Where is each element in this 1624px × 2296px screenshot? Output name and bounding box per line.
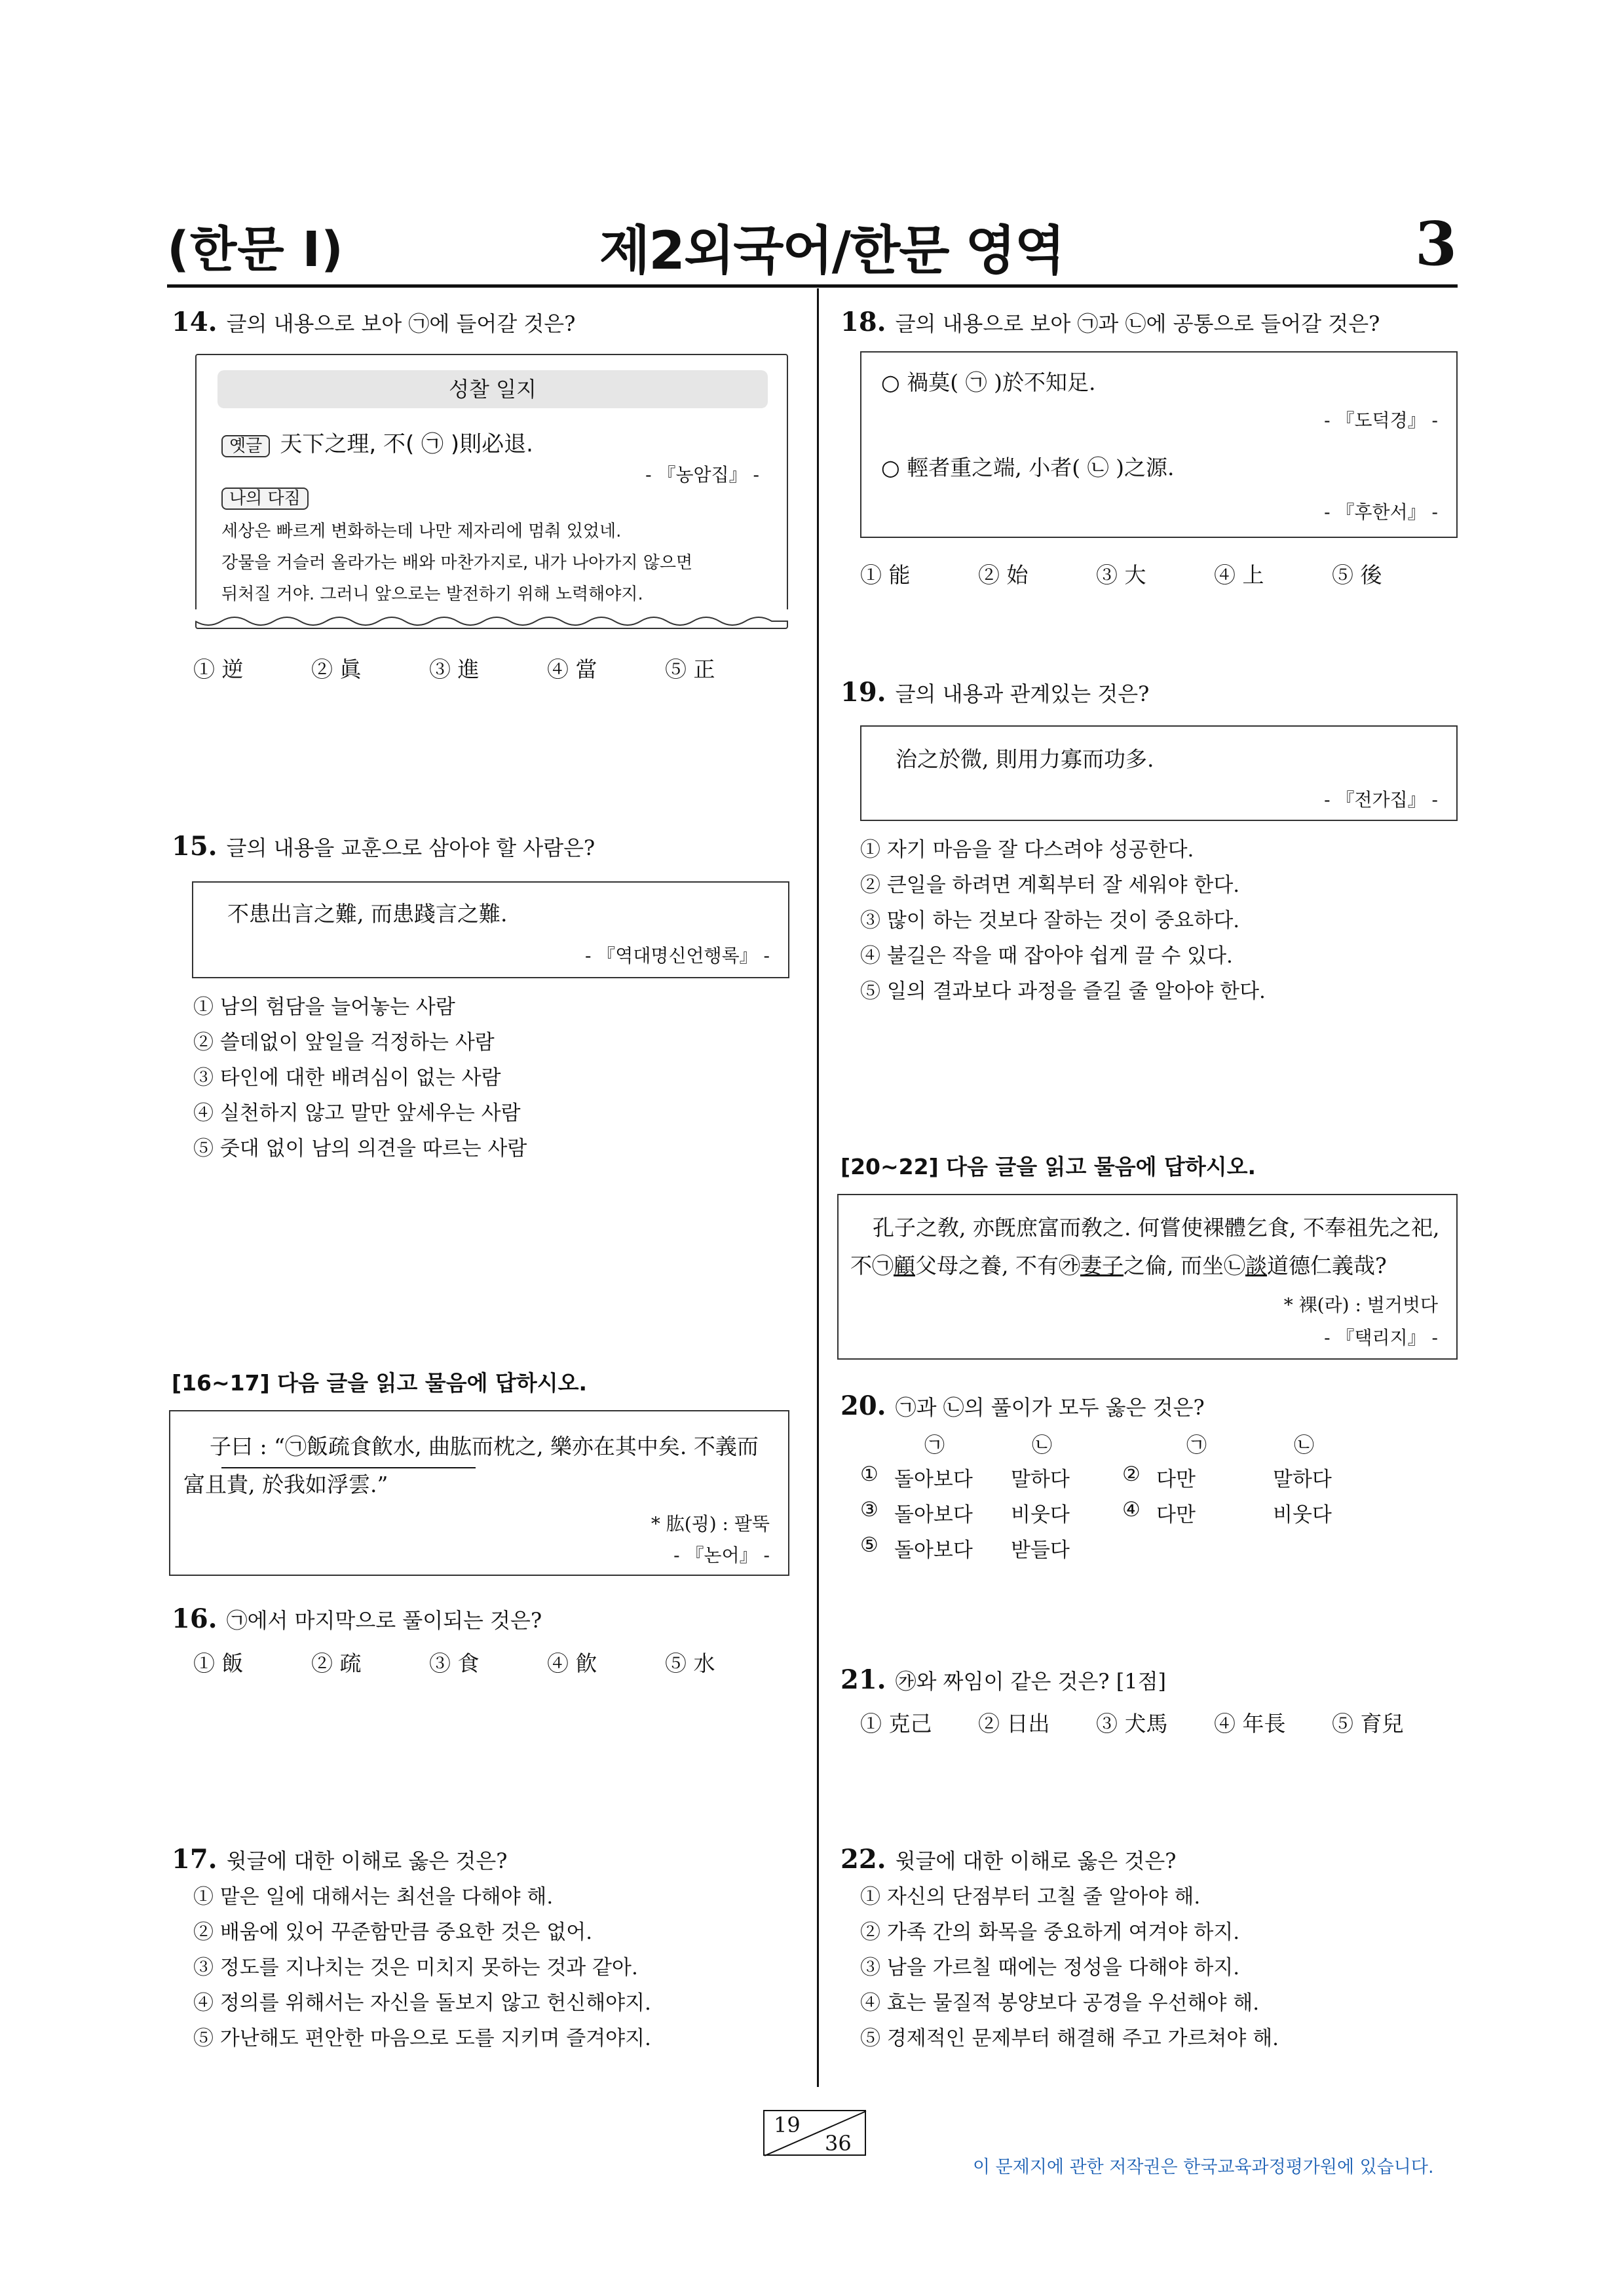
- option[interactable]: ① 逆: [193, 657, 244, 682]
- option[interactable]: ⑤ 育兒: [1332, 1711, 1404, 1736]
- underline-cheoja: 妻子: [1080, 1253, 1124, 1278]
- question-15: 15. 글의 내용을 교훈으로 삼아야 할 사람은?: [172, 831, 595, 862]
- q18-source-1: - 『도덕경』 -: [1324, 410, 1438, 431]
- page-number-large: 3: [1415, 208, 1458, 279]
- torn-edge: [195, 609, 788, 636]
- q15-passage-box: [192, 881, 789, 978]
- option[interactable]: ④ 年長: [1214, 1711, 1286, 1736]
- option-1[interactable]: ①: [860, 1463, 878, 1486]
- set-20-22-title: [20~22] 다음 글을 읽고 물음에 답하시오.: [840, 1154, 1256, 1179]
- q18-source-2: - 『후한서』 -: [1324, 501, 1438, 523]
- option[interactable]: ⑤ 일의 결과보다 과정을 즐길 줄 알아야 한다.: [860, 980, 1266, 1003]
- q19-passage: 治之於微, 則用力寡而功多.: [896, 746, 1154, 772]
- diary-title: 성찰 일지: [217, 370, 768, 408]
- option[interactable]: ④ 실천하지 않고 말만 앞세우는 사람: [193, 1101, 521, 1125]
- option[interactable]: ⑤ 경제적인 문제부터 해결해 주고 가르쳐야 해.: [860, 2027, 1279, 2050]
- col-header-a: ㉠: [1186, 1434, 1207, 1457]
- passage-line-2: 富且貴, 於我如浮雲.”: [183, 1472, 388, 1497]
- passage-line-2: 不㉠顧父母之養, 不有㉮妻子之倫, 而坐㉡談道德仁義哉?: [850, 1253, 1387, 1278]
- option[interactable]: ③ 정도를 지나치는 것은 미치지 못하는 것과 같아.: [193, 1956, 638, 1980]
- option[interactable]: ④ 當: [547, 657, 597, 682]
- option[interactable]: ③ 大: [1096, 562, 1146, 588]
- option[interactable]: ④ 飮: [547, 1651, 597, 1676]
- option[interactable]: ⑤ 後: [1332, 562, 1382, 588]
- set-16-17-title: [16~17] 다음 글을 읽고 물음에 답하시오.: [172, 1370, 588, 1396]
- q14-line-2: 강물을 거슬러 올라가는 배와 마찬가지로, 내가 나아가지 않으면: [221, 553, 693, 573]
- option[interactable]: ② 日出: [978, 1711, 1050, 1736]
- option[interactable]: ① 자신의 단점부터 고칠 줄 알아야 해.: [860, 1885, 1201, 1909]
- underline-a: [221, 1464, 477, 1473]
- question-16: 16. ㉠에서 마지막으로 풀이되는 것은?: [172, 1603, 542, 1634]
- q14-line-3: 뒤처질 거야. 그러니 앞으로는 발전하기 위해 노력해야지.: [221, 584, 643, 604]
- page-title: 제2외국어/한문 영역: [599, 220, 1064, 281]
- option[interactable]: ② 배움에 있어 꾸준함만큼 중요한 것은 없어.: [193, 1921, 593, 1944]
- q14-classic-row: [221, 426, 533, 458]
- option[interactable]: ③ 타인에 대한 배려심이 없는 사람: [193, 1066, 501, 1090]
- underline-gu: 顧: [894, 1253, 915, 1278]
- option[interactable]: ① 자기 마음을 잘 다스려야 성공한다.: [860, 838, 1194, 862]
- question-18: 18. 글의 내용으로 보아 ㉠과 ㉡에 공통으로 들어갈 것은?: [840, 307, 1380, 337]
- header-rule: [167, 284, 1458, 288]
- passage-line-1: 孔子之敎, 亦旣庶富而敎之. 何嘗使裸體乞食, 不奉祖先之祀,: [873, 1215, 1440, 1240]
- col-header-b: ㉡: [1294, 1434, 1314, 1457]
- passage-source: - 『택리지』 -: [1324, 1327, 1438, 1349]
- q14-line-1: 세상은 빠르게 변화하는데 나만 제자리에 멈춰 있었네.: [221, 522, 622, 541]
- col-header-a: ㉠: [924, 1434, 945, 1457]
- option[interactable]: ④ 효는 물질적 봉양보다 공경을 우선해야 해.: [860, 1991, 1260, 2015]
- option[interactable]: ④ 上: [1214, 562, 1264, 588]
- q21-options: [860, 1707, 1424, 1738]
- q22-options: [860, 1879, 1279, 2056]
- q19-options: [860, 832, 1266, 1009]
- question-20: 20. ㉠과 ㉡의 풀이가 모두 옳은 것은?: [840, 1390, 1205, 1421]
- option[interactable]: ③ 많이 하는 것보다 잘하는 것이 중요하다.: [860, 909, 1240, 932]
- q18-passage-box: [860, 351, 1458, 538]
- option[interactable]: ① 能: [860, 562, 911, 588]
- q18-line-2: ○ 輕者重之端, 小者( ㉡ )之源.: [881, 455, 1175, 480]
- option[interactable]: ③ 남을 가르칠 때에는 정성을 다해야 하지.: [860, 1956, 1240, 1980]
- total-pages: 36: [825, 2131, 852, 2156]
- option[interactable]: ② 가족 간의 화목을 중요하게 여겨야 하지.: [860, 1921, 1240, 1944]
- current-page: 19: [774, 2113, 801, 2137]
- option-4[interactable]: ④: [1122, 1498, 1141, 1521]
- tag-old-text: 옛글: [221, 435, 270, 457]
- option[interactable]: ⑤ 水: [665, 1651, 715, 1676]
- option[interactable]: ① 飯: [193, 1651, 244, 1676]
- set-20-22-passage-box: [837, 1194, 1458, 1360]
- option[interactable]: ④ 불길은 작을 때 잡아야 쉽게 끌 수 있다.: [860, 944, 1233, 968]
- option[interactable]: ③ 食: [429, 1651, 480, 1676]
- q18-line-1: ○ 禍莫( ㉠ )於不知足.: [881, 370, 1096, 395]
- q18-options: [860, 558, 1410, 589]
- q14-options: [193, 653, 744, 683]
- passage-line-1: 子曰 : “㉠飯疏食飮水, 曲肱而枕之, 樂亦在其中矣. 不義而: [210, 1434, 759, 1459]
- question-21: 21. ㉮와 짜임이 같은 것은? [1점]: [840, 1664, 1166, 1695]
- q15-options: [193, 989, 527, 1166]
- option[interactable]: ③ 進: [429, 657, 480, 682]
- question-19: 19. 글의 내용과 관계있는 것은?: [840, 677, 1150, 708]
- option[interactable]: ② 始: [978, 562, 1029, 588]
- option[interactable]: ⑤ 가난해도 편안한 마음으로 도를 지키며 즐겨야지.: [193, 2027, 651, 2050]
- option[interactable]: ⑤ 正: [665, 657, 715, 682]
- option[interactable]: ① 克己: [860, 1711, 932, 1736]
- q14-classic-source: - 『농암집』 -: [645, 464, 759, 486]
- q17-options: [193, 1879, 651, 2056]
- option[interactable]: ② 疏: [311, 1651, 362, 1676]
- subject-label: (한문 I): [167, 221, 344, 278]
- option[interactable]: ② 眞: [311, 657, 362, 682]
- option[interactable]: ⑤ 줏대 없이 남의 의견을 따르는 사람: [193, 1137, 527, 1160]
- q16-options: [193, 1647, 744, 1677]
- option-3[interactable]: ③: [860, 1498, 878, 1521]
- option[interactable]: ② 쓸데없이 앞일을 걱정하는 사람: [193, 1031, 495, 1054]
- q19-source: - 『전가집』 -: [1324, 789, 1438, 811]
- q14-resolve-row: [221, 485, 309, 509]
- option[interactable]: ① 남의 험담을 늘어놓는 사람: [193, 995, 455, 1019]
- question-22: 22. 윗글에 대한 이해로 옳은 것은?: [840, 1844, 1177, 1875]
- option-2[interactable]: ②: [1122, 1463, 1141, 1486]
- underline-dam: 談: [1245, 1253, 1267, 1278]
- q14-classic-text: 天下之理, 不( ㉠ )則必退.: [280, 431, 533, 457]
- passage-source: - 『논어』 -: [673, 1544, 770, 1566]
- tag-my-resolve: 나의 다짐: [221, 488, 309, 510]
- question-17: 17. 윗글에 대한 이해로 옳은 것은?: [172, 1844, 508, 1875]
- page-counter: [763, 2110, 866, 2156]
- q20-options-table: ㉠ ㉡ ㉠ ㉡ ① 돌아보다 말하다 ② 다만 말하다 ③ 돌아보다 비웃다 ④ 다만 비웃다 ⑤ 돌아보다 받들다: [860, 1428, 1358, 1586]
- q19-passage-box: [860, 725, 1458, 821]
- q15-passage: 不患出言之難, 而患踐言之難.: [227, 901, 508, 927]
- option[interactable]: ③ 犬馬: [1096, 1711, 1168, 1736]
- col-header-b: ㉡: [1032, 1434, 1052, 1457]
- option[interactable]: ② 큰일을 하려면 계획부터 잘 세워야 한다.: [860, 873, 1240, 897]
- column-divider: [817, 288, 819, 2087]
- question-14: 14. 글의 내용으로 보아 ㉠에 들어갈 것은?: [172, 307, 576, 337]
- set-16-17-passage-box: [169, 1410, 789, 1576]
- passage-note: * 肱(굉) : 팔뚝: [651, 1513, 770, 1535]
- option[interactable]: ① 맡은 일에 대해서는 최선을 다해야 해.: [193, 1885, 554, 1909]
- option-5[interactable]: ⑤: [860, 1533, 878, 1557]
- passage-note: * 裸(라) : 벌거벗다: [1283, 1294, 1438, 1316]
- q15-source: - 『역대명신언행록』 -: [584, 945, 770, 966]
- option[interactable]: ④ 정의를 위해서는 자신을 돌보지 않고 헌신해야지.: [193, 1991, 651, 2015]
- copyright-notice: 이 문제지에 관한 저작권은 한국교육과정평가원에 있습니다.: [973, 2157, 1434, 2177]
